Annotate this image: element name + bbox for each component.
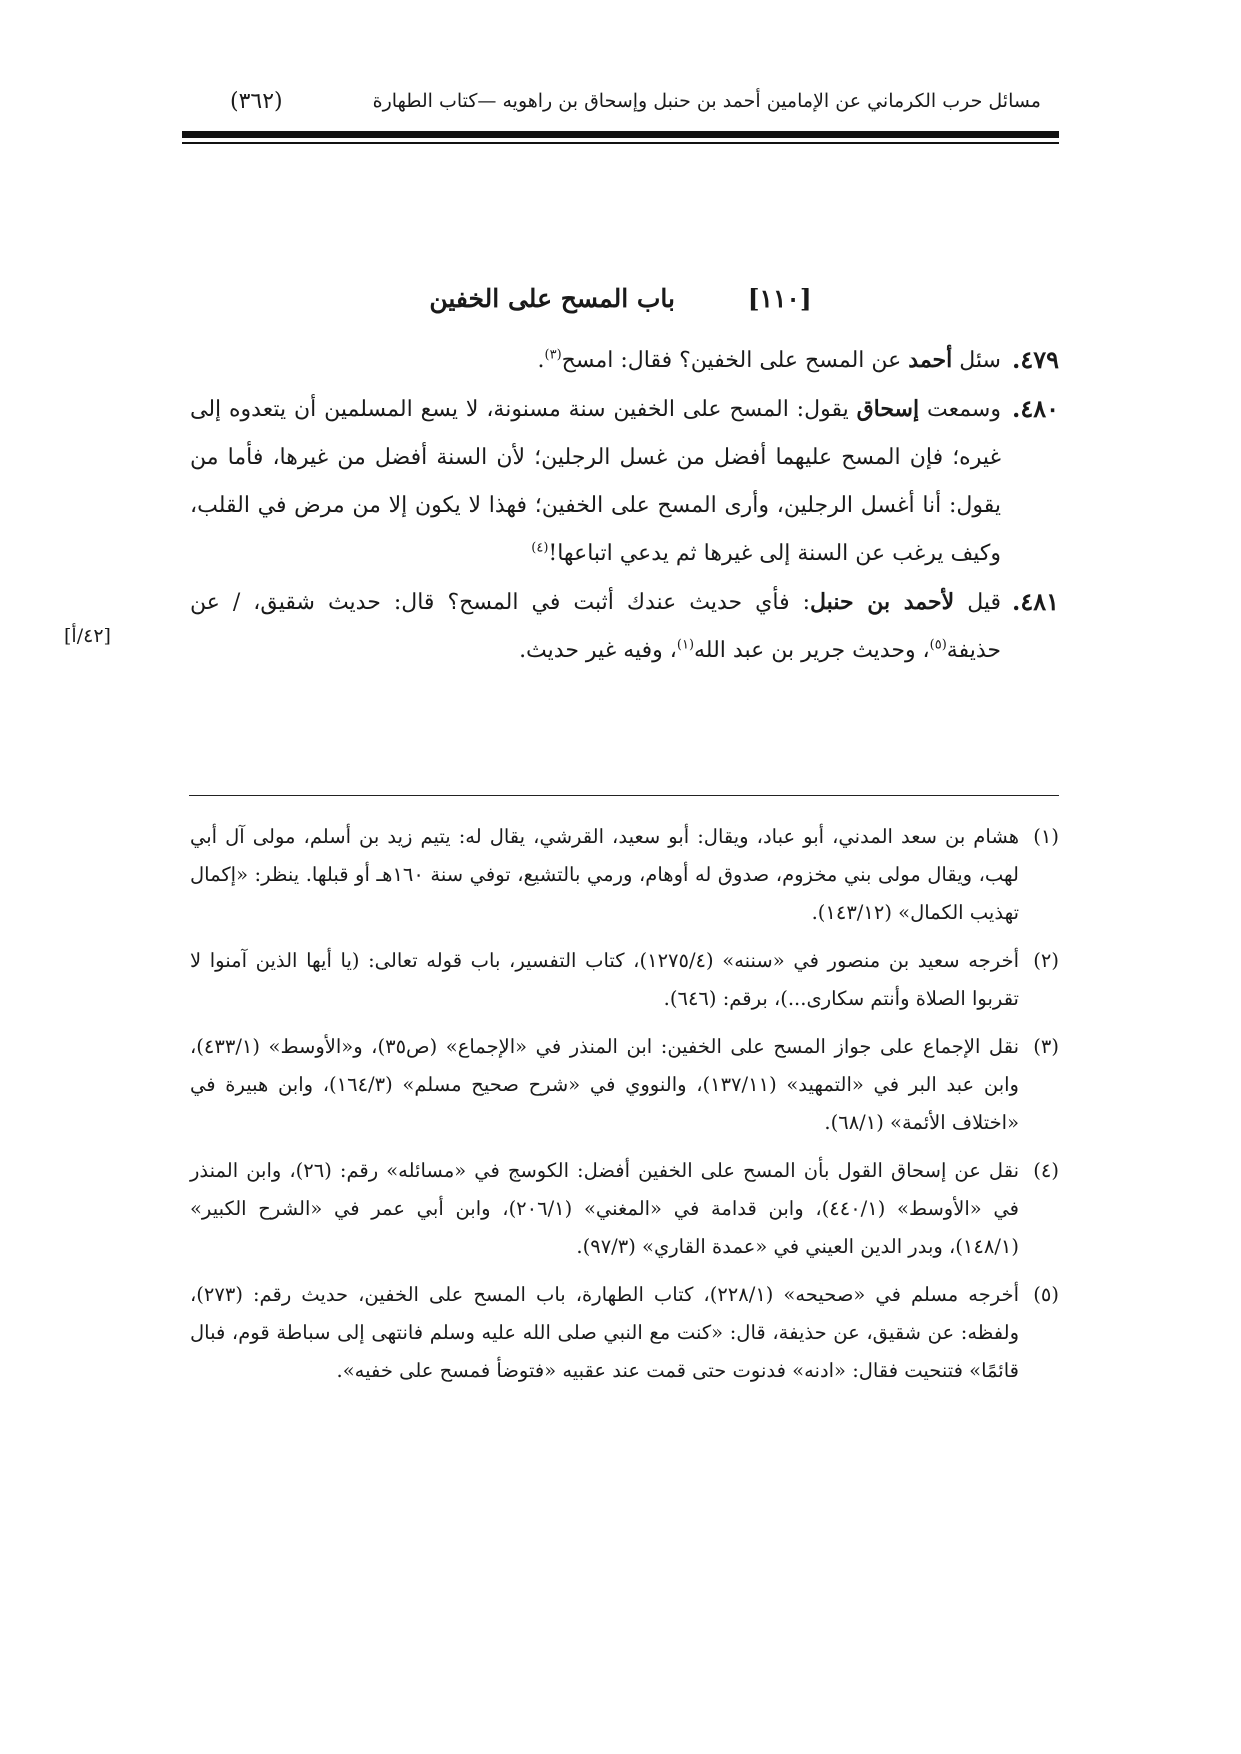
footnote-number: (٥) (1033, 1283, 1059, 1306)
issue-text: سئل (952, 348, 1001, 373)
issue-text: ، وفيه غير حديث. (519, 638, 677, 663)
issue-text: يقول: المسح على الخفين سنة مسنونة، لا يسع المسلمين أن يتعدوه إلى غيره؛ فإن المسح عليهما أفضل من غسل الرجلين؛ لأن السنة أفضل من غيرها، فأما من يقول: أنا أغسل الرجلين، وأرى المسح على الخفين؛ فهذا لا يكون إلا من مرض في القلب، وكيف يرغب عن السنة إلى غيرها ثم يدعي اتباعها! (190, 397, 1001, 566)
chapter-heading (182, 284, 1059, 313)
issue-481 (190, 578, 1059, 675)
footnote-ref[interactable]: (٤) (531, 540, 549, 556)
footnote-ref[interactable]: (٥) (929, 637, 947, 653)
issue-name: لأحمد بن حنبل (810, 589, 955, 615)
footnote (190, 1276, 1059, 1390)
issue-number: ٤٨٠. (1011, 394, 1059, 423)
issue-text: قيل (954, 590, 1002, 615)
issue-479 (190, 336, 1059, 385)
issue-text: ، وحديث جرير بن عبد الله (694, 638, 930, 663)
footnote-number: (١) (1033, 825, 1059, 848)
footnote-number: (٢) (1033, 949, 1059, 972)
running-header (230, 84, 1041, 118)
header-rule-thin (182, 142, 1059, 144)
footnote-text: أخرجه مسلم في «صحيحه» (٢٢٨/١)، كتاب الطهارة، باب المسح على الخفين، حديث رقم: (٢٧٣)، ولفظه: عن شقيق، عن حذيفة، قال: «كنت مع النبي صلى الله عليه وسلم فانتهى إلى سباطة قوم، فبال قائمًا» فتنحيت فقال: «ادنه» فدنوت حتى قمت عند عقبيه «فتوضأ فمسح على خفيه». (190, 1283, 1019, 1382)
page-number: (٣٦٢) (230, 88, 283, 114)
footnote-ref[interactable]: (٣) (544, 347, 562, 363)
issue-480 (190, 385, 1059, 578)
footnotes (190, 818, 1059, 1400)
footnote-text: نقل الإجماع على جواز المسح على الخفين: ابن المنذر في «الإجماع» (ص٣٥)، و«الأوسط» (٤٣٣/١)، وابن عبد البر في «التمهيد» (١٣٧/١١)، والنووي في «شرح صحيح مسلم» (١٦٤/٣)، وابن هبيرة في «اختلاف الأئمة» (٦٨/١). (190, 1035, 1019, 1134)
issue-number: ٤٧٩. (1011, 345, 1059, 374)
footnote-text: هشام بن سعد المدني، أبو عباد، ويقال: أبو سعيد، القرشي، يقال له: يتيم زيد بن أسلم، مولى آل أبي لهب، ويقال مولى بني مخزوم، صدوق له أوهام، ورمي بالتشيع، توفي سنة ١٦٠هـ أو قبلها. ينظر: «إكمال تهذيب الكمال» (١٤٣/١٢). (190, 825, 1019, 924)
issue-text: وسمعت (919, 397, 1001, 422)
footnote (190, 1152, 1059, 1266)
footnote-number: (٣) (1033, 1035, 1059, 1058)
issue-name: إسحاق (856, 396, 920, 422)
footnote-text: أخرجه سعيد بن منصور في «سننه» (١٢٧٥/٤)، كتاب التفسير، باب قوله تعالى: (يا أيها الذين آمنوا لا تقربوا الصلاة وأنتم سكارى...)، برقم: (٦٤٦). (190, 949, 1020, 1010)
issue-number: ٤٨١. (1011, 587, 1059, 616)
footnote-ref[interactable]: (١) (676, 637, 695, 653)
issue-text: . (537, 348, 545, 373)
footnote (190, 942, 1059, 1018)
footnote (190, 1028, 1059, 1142)
issue-text: عن المسح على الخفين؟ فقال: امسح (561, 348, 909, 373)
book-title: مسائل حرب الكرماني عن الإمامين أحمد بن حنبل وإسحاق بن راهويه —كتاب الطهارة (372, 90, 1041, 112)
chapter-title: باب المسح على الخفين (429, 284, 675, 313)
footnote-number: (٤) (1033, 1159, 1059, 1182)
footnote-text: نقل عن إسحاق القول بأن المسح على الخفين أفضل: الكوسج في «مسائله» رقم: (٢٦)، وابن المنذر في «الأوسط» (٤٤٠/١)، وابن قدامة في «المغني» (٢٠٦/١)، وابن أبي عمر في «الشرح الكبير» (١٤٨/١)، وبدر الدين العيني في «عمدة القاري» (٩٧/٣). (190, 1159, 1019, 1258)
issue-text: : فأي حديث عندك أثبت في المسح؟ قال: حديث شقيق، / عن حذيفة (190, 590, 1001, 663)
footnote (190, 818, 1059, 932)
issue-name: أحمد (908, 347, 953, 373)
manuscript-folio-ref: [٤٢/أ] (64, 625, 111, 647)
main-text (190, 336, 1059, 675)
header-rule-thick (182, 131, 1059, 138)
chapter-number: [١١٠] (747, 284, 812, 313)
footnote-separator (189, 795, 1059, 796)
